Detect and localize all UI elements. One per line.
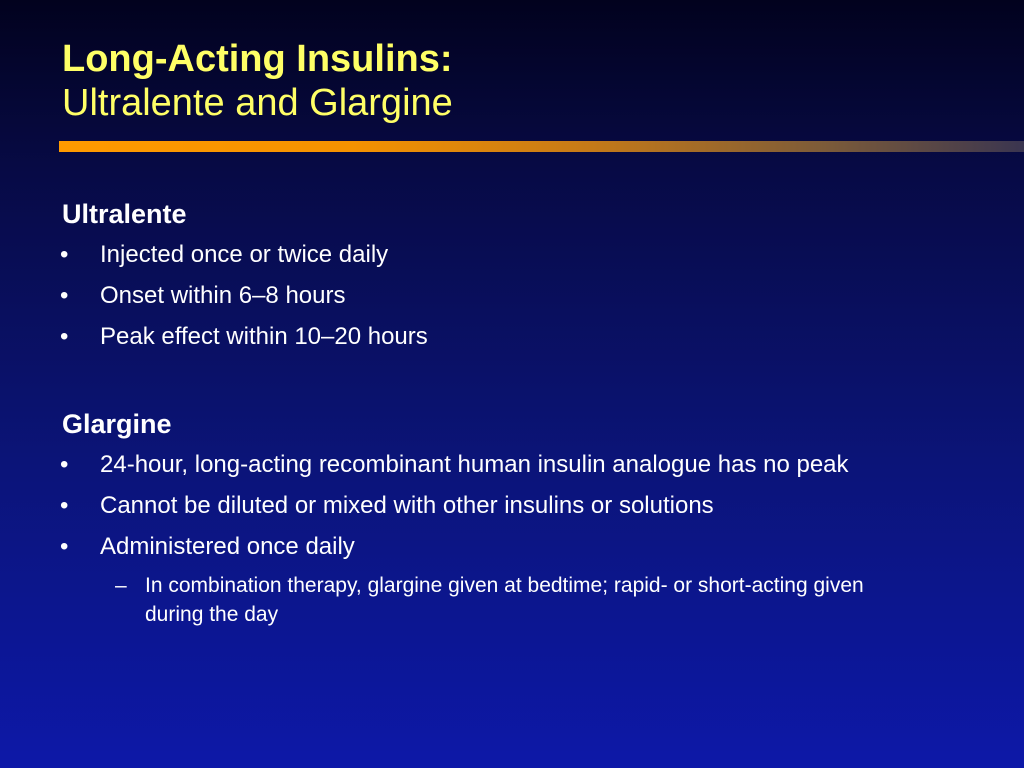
bullet-item (62, 279, 862, 312)
bullet-item (62, 489, 862, 522)
title-subtitle: Ultralente and Glargine (62, 82, 453, 124)
dash-icon: – (115, 574, 127, 597)
bullet-item (62, 320, 862, 353)
title-divider (59, 141, 1024, 152)
section-heading-glargine: Glargine (62, 409, 172, 439)
bullet-item (62, 530, 862, 563)
bullet-icon: • (60, 323, 69, 350)
sub-bullet-item (62, 571, 905, 629)
bullet-text: Administered once daily (100, 533, 355, 560)
bullet-text: Peak effect within 10–20 hours (100, 323, 428, 350)
bullet-text: Onset within 6–8 hours (100, 282, 346, 309)
bullet-icon: • (60, 282, 69, 309)
bullet-item (62, 238, 862, 271)
bullet-icon: • (60, 492, 69, 519)
bullet-icon: • (60, 533, 69, 560)
slide-title (62, 37, 453, 125)
bullet-item (62, 448, 860, 481)
bullet-icon: • (60, 241, 69, 268)
bullet-text: Injected once or twice daily (100, 241, 389, 268)
bullet-text: 24-hour, long-acting recombinant human insulin analogue has no peak (100, 451, 849, 478)
slide-body (62, 197, 862, 629)
section-heading-ultralente: Ultralente (62, 199, 187, 229)
sub-bullet-text: In combination therapy, glargine given at bedtime; rapid- or short-acting given during the day (145, 574, 864, 626)
bullet-text: Cannot be diluted or mixed with other insulins or solutions (100, 492, 714, 519)
bullet-icon: • (60, 451, 69, 478)
title-main: Long-Acting Insulins: (62, 38, 453, 80)
